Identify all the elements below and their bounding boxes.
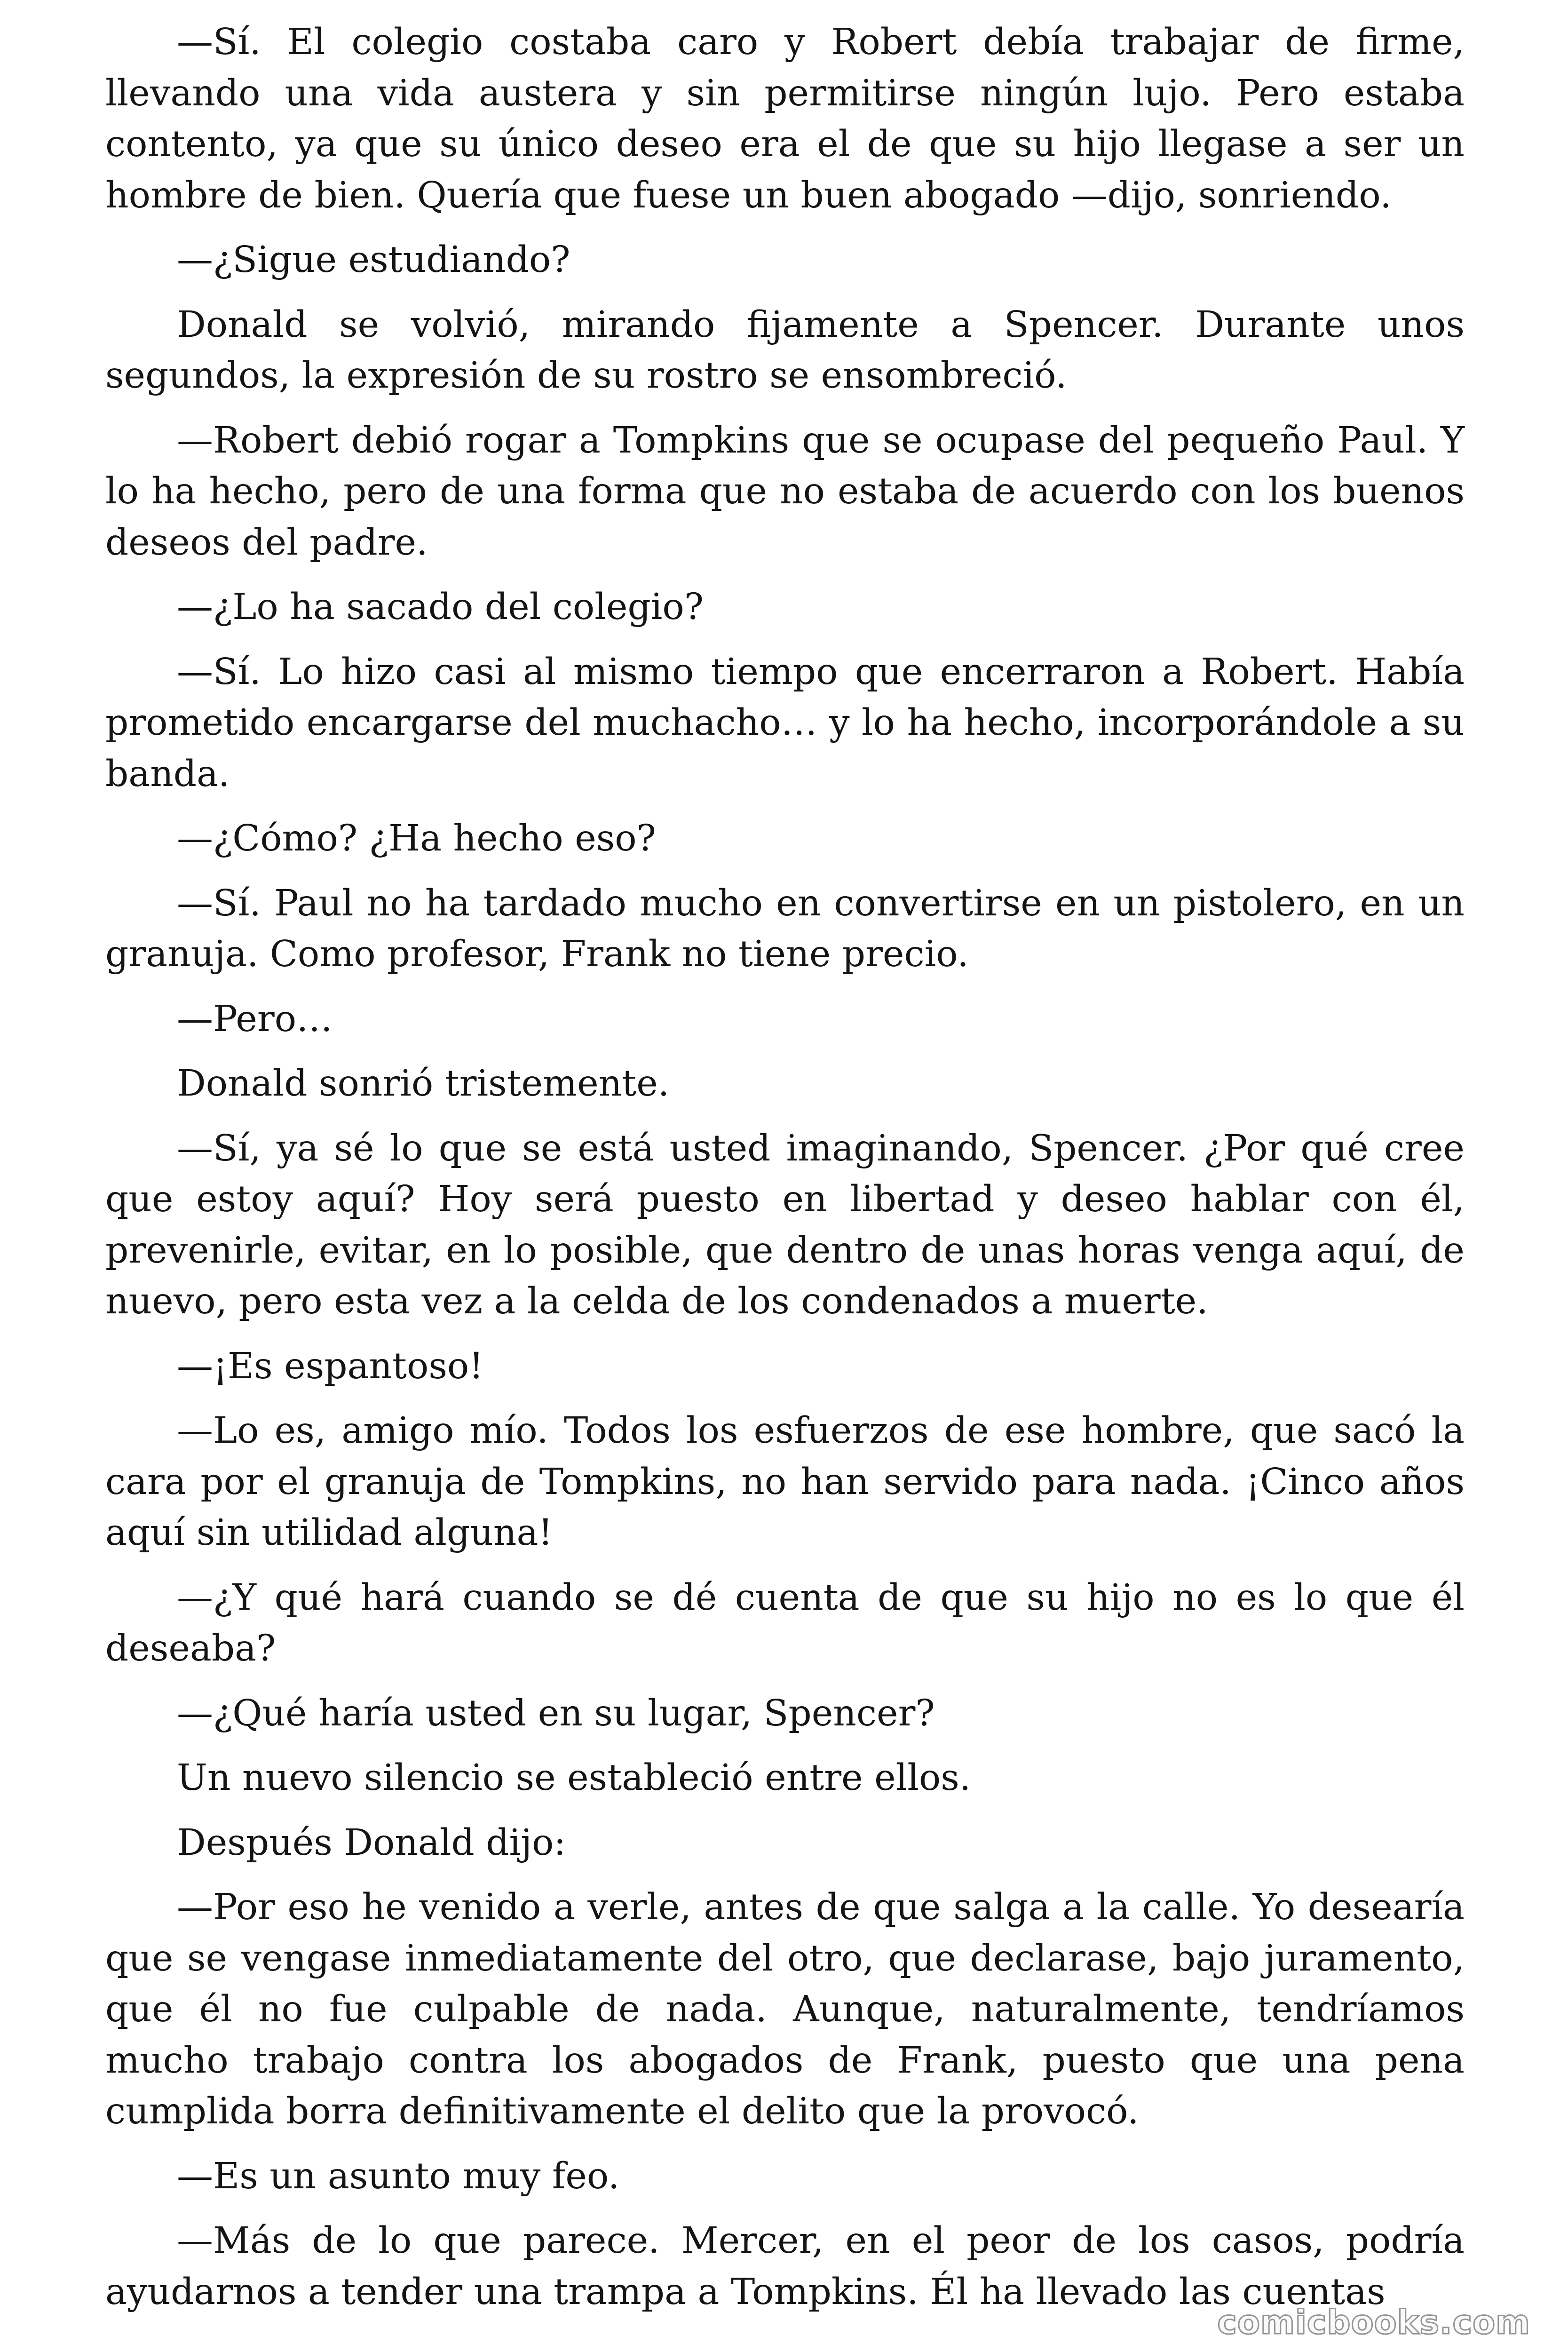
site-watermark: comicbooks.com <box>1217 2303 1530 2342</box>
paragraph: —Más de lo que parece. Mercer, en el peor de los casos, podría ayudarnos a tender una trampa a Tompkins. Él ha llevado las cuentas <box>105 2220 1465 2313</box>
paragraph: —¡Es espantoso! <box>177 1345 484 1387</box>
paragraph: Donald sonrió tristemente. <box>177 1063 670 1104</box>
page-text-column <box>105 17 1465 2331</box>
paragraph: —Sí. Lo hizo casi al mismo tiempo que encerraron a Robert. Había prometido encargarse del muchacho… y lo ha hecho, incorporándole a su banda. <box>105 651 1465 795</box>
paragraph: —Sí. Paul no ha tardado mucho en convertirse en un pistolero, en un granuja. Como profesor, Frank no tiene precio. <box>105 882 1465 975</box>
paragraph: —Lo es, amigo mío. Todos los esfuerzos de ese hombre, que sacó la cara por el granuja de Tompkins, no han servido para nada. ¡Cinco años aquí sin utilidad alguna! <box>105 1410 1465 1554</box>
paragraph: —Sí, ya sé lo que se está usted imaginando, Spencer. ¿Por qué cree que estoy aquí? Hoy será puesto en libertad y deseo hablar con él, prevenirle, evitar, en lo posible, que dentro de unas horas venga aquí, de nuevo, pero esta vez a la celda de los condenados a muerte. <box>105 1127 1465 1322</box>
paragraph: —Sí. El colegio costaba caro y Robert debía trabajar de firme, llevando una vida austera y sin permitirse ningún lujo. Pero estaba contento, ya que su único deseo era el de que su hijo llegase a ser un hombre de bien. Quería que fuese un buen abogado —dijo, sonriendo. <box>105 21 1465 216</box>
paragraph: —Robert debió rogar a Tompkins que se ocupase del pequeño Paul. Y lo ha hecho, pero de una forma que no estaba de acuerdo con los buenos deseos del padre. <box>105 419 1465 564</box>
paragraph: Después Donald dijo: <box>177 1821 566 1864</box>
paragraph: —Es un asunto muy feo. <box>177 2155 620 2197</box>
paragraph: —Pero… <box>177 998 333 1040</box>
paragraph: —Por eso he venido a verle, antes de que salga a la calle. Yo desearía que se vengase inmediatamente del otro, que declarase, bajo juramento, que él no fue culpable de nada. Aunque, naturalmente, tendríamos mucho trabajo contra los abogados de Frank, puesto que una pena cumplida borra definitivamente el delito que la provocó. <box>105 1886 1465 2132</box>
paragraph: —¿Sigue estudiando? <box>177 239 570 281</box>
paragraph: —¿Lo ha sacado del colegio? <box>177 586 704 628</box>
paragraph: Un nuevo silencio se estableció entre ellos. <box>177 1757 971 1799</box>
paragraph: —¿Y qué hará cuando se dé cuenta de que su hijo no es lo que él deseaba? <box>105 1576 1465 1669</box>
paragraph: Donald se volvió, mirando fijamente a Spencer. Durante unos segundos, la expresión de su rostro se ensombreció. <box>105 303 1465 397</box>
paragraph: —¿Qué haría usted en su lugar, Spencer? <box>177 1692 935 1734</box>
paragraph: —¿Cómo? ¿Ha hecho eso? <box>177 818 656 859</box>
